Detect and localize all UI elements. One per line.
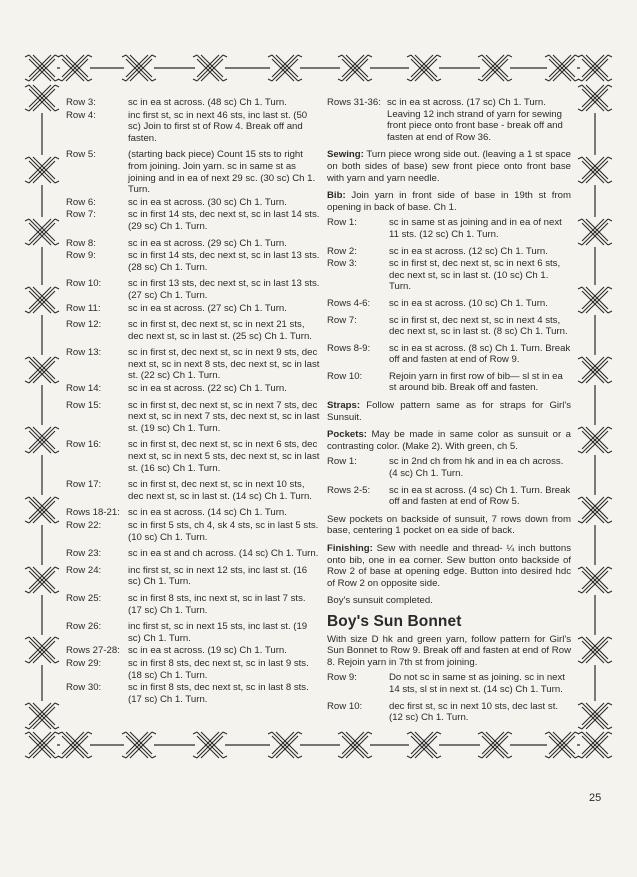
row-label: Row 25:: [66, 592, 102, 604]
row-label: Row 7:: [327, 314, 357, 326]
row-text: sc in ea st across. (8 sc) Ch 1. Turn. Break off and fasten at end of Row 9.: [389, 342, 571, 366]
row-label: Row 7:: [66, 209, 96, 221]
instruction-row: [66, 149, 320, 195]
row-label: Row 23:: [66, 548, 102, 560]
row-label: Row 1:: [327, 217, 357, 229]
row-text: inc first st, sc in next 15 sts, inc last st. (19 sc) Ch 1. Turn.: [128, 621, 308, 644]
row-text: sc in first 8 sts, dec next st, sc in last 8 sts. (17 sc) Ch 1. Turn.: [128, 682, 309, 705]
straps-heading: Straps:: [327, 400, 361, 412]
row-text: sc in first st, dec next st, sc in next 4 sts, dec next st, sc in last st. (8 sc) Ch 1. Turn.: [389, 314, 568, 338]
row-text: Rejoin yarn in first row of bib— sl st in ea st around bib. Break off and fasten.: [389, 370, 563, 394]
row-text: sc in first 13 sts, dec next st, sc in last 13 sts. (27 sc) Ch 1. Turn.: [128, 278, 320, 301]
row-label: Row 29:: [66, 657, 102, 669]
instruction-row: [66, 347, 320, 382]
instruction-row: [66, 507, 320, 519]
row-label: Row 14:: [66, 383, 102, 395]
instruction-row: [66, 439, 320, 474]
row-label: Row 4:: [66, 109, 96, 121]
instruction-row: [66, 110, 320, 145]
instruction-row: [327, 315, 571, 338]
instruction-row: [66, 400, 320, 435]
instruction-row: [66, 658, 320, 681]
row-label: Row 1:: [327, 456, 357, 468]
row-label: Row 17:: [66, 479, 102, 491]
row-label: Rows 8-9:: [327, 342, 371, 354]
row-text: sc in same st as joining and in ea of next 11 sts. (12 sc) Ch 1. Turn.: [389, 217, 562, 240]
right-column: [327, 97, 571, 725]
straps-paragraph: [327, 400, 571, 423]
row-label: Row 10:: [66, 278, 102, 290]
row-label: Row 10:: [327, 370, 363, 382]
sewing-heading: Sewing:: [327, 149, 364, 161]
instruction-row: [66, 278, 320, 301]
row-text: sc in first 8 sts, inc next st, sc in last 7 sts. (17 sc) Ch 1. Turn.: [128, 592, 306, 616]
finishing-text: Sew with needle and thread- ¼ inch buttons onto bib, one in ea corner. Sew button onto backside of Row 2 of base at opening edge. Button into desired hdc of Row 2 on opposite side.: [327, 543, 571, 589]
instruction-row: [327, 97, 571, 143]
finishing-heading: Finishing:: [327, 543, 373, 554]
row-label: Rows 18-21:: [66, 507, 120, 519]
instruction-row: [66, 197, 320, 209]
row-label: Row 3:: [327, 258, 357, 270]
sewing-text: Turn piece wrong side out. (leaving a 1 st space on both sides of base) sew front piece onto front base with yarn and yarn needle.: [327, 149, 572, 184]
instruction-row: [66, 479, 320, 502]
row-text: (starting back piece) Count 15 sts to right from joining. Join yarn. sc in same st as joining and in ea of next 29 sc. (30 sc) Ch 1. Turn.: [128, 149, 316, 196]
instruction-row: [327, 246, 571, 258]
row-text: sc in ea st and ch across. (14 sc) Ch 1. Turn.: [128, 548, 319, 560]
instruction-row: [66, 303, 320, 315]
row-label: Row 16:: [66, 439, 102, 451]
row-text: sc in 2nd ch from hk and in ea ch across. (4 sc) Ch 1. Turn.: [389, 456, 564, 480]
row-text: sc in ea st across. (27 sc) Ch 1. Turn.: [128, 302, 287, 314]
pockets-heading: Pockets:: [327, 429, 367, 441]
row-text: sc in first st, dec next st, sc in next 9 sts, dec next st, sc in next 8 sts, dec next st, sc in last st. (22 sc) Ch 1. Turn.: [128, 347, 320, 382]
bonnet-rows: [327, 672, 571, 723]
row-label: Row 3:: [66, 97, 96, 108]
row-text: sc in first st, dec next st, sc in next 6 sts, dec next st, sc in next 5 sts, dec next st, sc in last st. (16 sc) Ch 1. Turn.: [128, 439, 320, 474]
row-label: Rows 27-28:: [66, 645, 120, 657]
row-text: sc in ea st across. (19 sc) Ch 1. Turn.: [128, 645, 287, 657]
row-text: sc in ea st across. (30 sc) Ch 1. Turn.: [128, 196, 287, 208]
instruction-row: [327, 456, 571, 479]
row-label: Row 2:: [327, 245, 357, 257]
instruction-row: [66, 645, 320, 657]
instruction-row: [66, 593, 320, 616]
row-label: Row 6:: [66, 196, 96, 208]
row-label: Row 13:: [66, 347, 102, 359]
row-text: sc in first st, dec next st, sc in next 6 sts, dec next st, sc in last st. (10 sc) Ch 1. Turn.: [389, 258, 561, 293]
row-label: Row 11:: [66, 302, 101, 314]
row-text: sc in ea st across. (12 sc) Ch 1. Turn.: [389, 245, 548, 257]
row-label: Row 9:: [327, 672, 357, 684]
instruction-row: [327, 217, 571, 240]
row-text: sc in ea st across. (17 sc) Ch 1. Turn. Leaving 12 inch strand of yarn for sewing front piece onto front base - break off and fasten at end of Row 36.: [387, 97, 563, 143]
row-text: sc in ea st across. (14 sc) Ch 1. Turn.: [128, 507, 287, 519]
instruction-row: [327, 343, 571, 366]
instruction-row: [327, 371, 571, 394]
left-column: [66, 97, 320, 706]
bonnet-intro: With size D hk and green yarn, follow pattern for Girl's Sun Bonnet to Row 9. Break off and fasten at end of Row 8. Rejoin yarn in 7th st from joining.: [327, 633, 571, 668]
straps-text: Follow pattern same as for straps for Girl's Sunsuit.: [327, 400, 572, 423]
pockets-paragraph: [327, 429, 571, 452]
row-text: Do not sc in same st as joining. sc in next 14 sts, sl st in next st. (14 sc) Ch 1. Turn.: [389, 672, 565, 695]
instruction-row: [327, 701, 571, 724]
row-label: Row 10:: [327, 700, 363, 712]
row-text: inc first st, sc in next 12 sts, inc last st. (16 sc) Ch 1. Turn.: [128, 564, 308, 588]
instruction-row: [66, 520, 320, 543]
sew-pockets-paragraph: Sew pockets on backside of sunsuit, 7 rows down from base, centering 1 pocket on ea side of back.: [327, 513, 571, 537]
row-text: sc in first st, dec next st, sc in next 10 sts, dec next st, sc in last st. (14 sc) Ch 1. Turn.: [128, 479, 312, 502]
instruction-row: [66, 319, 320, 342]
row-text: dec first st, sc in next 10 sts, dec last st. (12 sc) Ch 1. Turn.: [389, 700, 559, 724]
instruction-row: [66, 97, 320, 109]
instruction-row: [327, 258, 571, 293]
page-number: 25: [589, 792, 602, 804]
row-text: sc in first 5 sts, ch 4, sk 4 sts, sc in last 5 sts. (10 sc) Ch 1. Turn.: [128, 520, 319, 543]
row-label: Rows 2-5:: [327, 484, 371, 496]
bib-paragraph: [327, 190, 571, 213]
row-label: Rows 31-36:: [327, 97, 381, 108]
sewing-paragraph: [327, 149, 571, 184]
bib-rows: [327, 217, 571, 394]
instruction-row: [66, 682, 320, 705]
section-title: Boy's Sun Bonnet: [327, 612, 462, 630]
row-text: sc in first 8 sts, dec next st, sc in last 9 sts. (18 sc) Ch 1. Turn.: [128, 657, 309, 681]
row-label: Rows 4-6:: [327, 297, 371, 309]
row-label: Row 9:: [66, 250, 96, 262]
bib-heading: Bib:: [327, 190, 346, 202]
instruction-row: [66, 209, 320, 232]
pocket-rows: [327, 456, 571, 507]
row-label: Row 26:: [66, 621, 102, 633]
row-text: sc in first st, dec next st, sc in next 7 sts, dec next st, sc in next 7 sts, dec next st, sc in last st. (19 sc) Ch 1. Turn.: [128, 399, 320, 434]
row-text: sc in first 14 sts, dec next st, sc in last 14 sts. (29 sc) Ch 1. Turn.: [128, 209, 320, 232]
row-label: Row 24:: [66, 564, 102, 576]
instruction-row: [66, 250, 320, 273]
row-label: Row 22:: [66, 520, 102, 531]
instruction-row: [327, 298, 571, 310]
row-label: Row 30:: [66, 682, 102, 694]
row-text: sc in ea st across. (48 sc) Ch 1. Turn.: [128, 97, 287, 108]
instruction-row: [327, 672, 571, 695]
instruction-row: [66, 621, 320, 644]
row-text: sc in first st, dec next st, sc in next 21 sts, dec next st, sc in last st. (25 sc) Ch 1. Turn.: [128, 319, 312, 342]
completed-note: Boy's sunsuit completed.: [327, 595, 433, 607]
row-label: Row 8:: [66, 237, 96, 249]
instruction-row: [327, 485, 571, 508]
row-label: Row 15:: [66, 399, 102, 411]
row-label: Row 12:: [66, 319, 102, 331]
bib-text: Join yarn in front side of base in 19th st from opening in back of base. Ch 1.: [327, 190, 571, 213]
row-text: sc in ea st across. (29 sc) Ch 1. Turn.: [128, 237, 287, 249]
instruction-row: [66, 238, 320, 250]
instruction-row: [66, 565, 320, 588]
row-label: Row 5:: [66, 149, 96, 161]
instruction-row: [66, 548, 320, 560]
row-text: sc in ea st across. (4 sc) Ch 1. Turn. Break off and fasten at end of Row 5.: [389, 484, 571, 508]
row-text: sc in first 14 sts, dec next st, sc in last 13 sts. (28 sc) Ch 1. Turn.: [128, 250, 320, 273]
pockets-text: May be made in same color as sunsuit or a contrasting color. (Make 2). With green, ch 5.: [327, 429, 571, 452]
instruction-row: [66, 383, 320, 395]
finishing-paragraph: [327, 543, 571, 589]
row-text: sc in ea st across. (22 sc) Ch 1. Turn.: [128, 383, 287, 395]
row-text: inc first st, sc in next 46 sts, inc last st. (50 sc) Join to first st of Row 4. Break off and fasten.: [128, 109, 308, 144]
row-text: sc in ea st across. (10 sc) Ch 1. Turn.: [389, 297, 548, 309]
